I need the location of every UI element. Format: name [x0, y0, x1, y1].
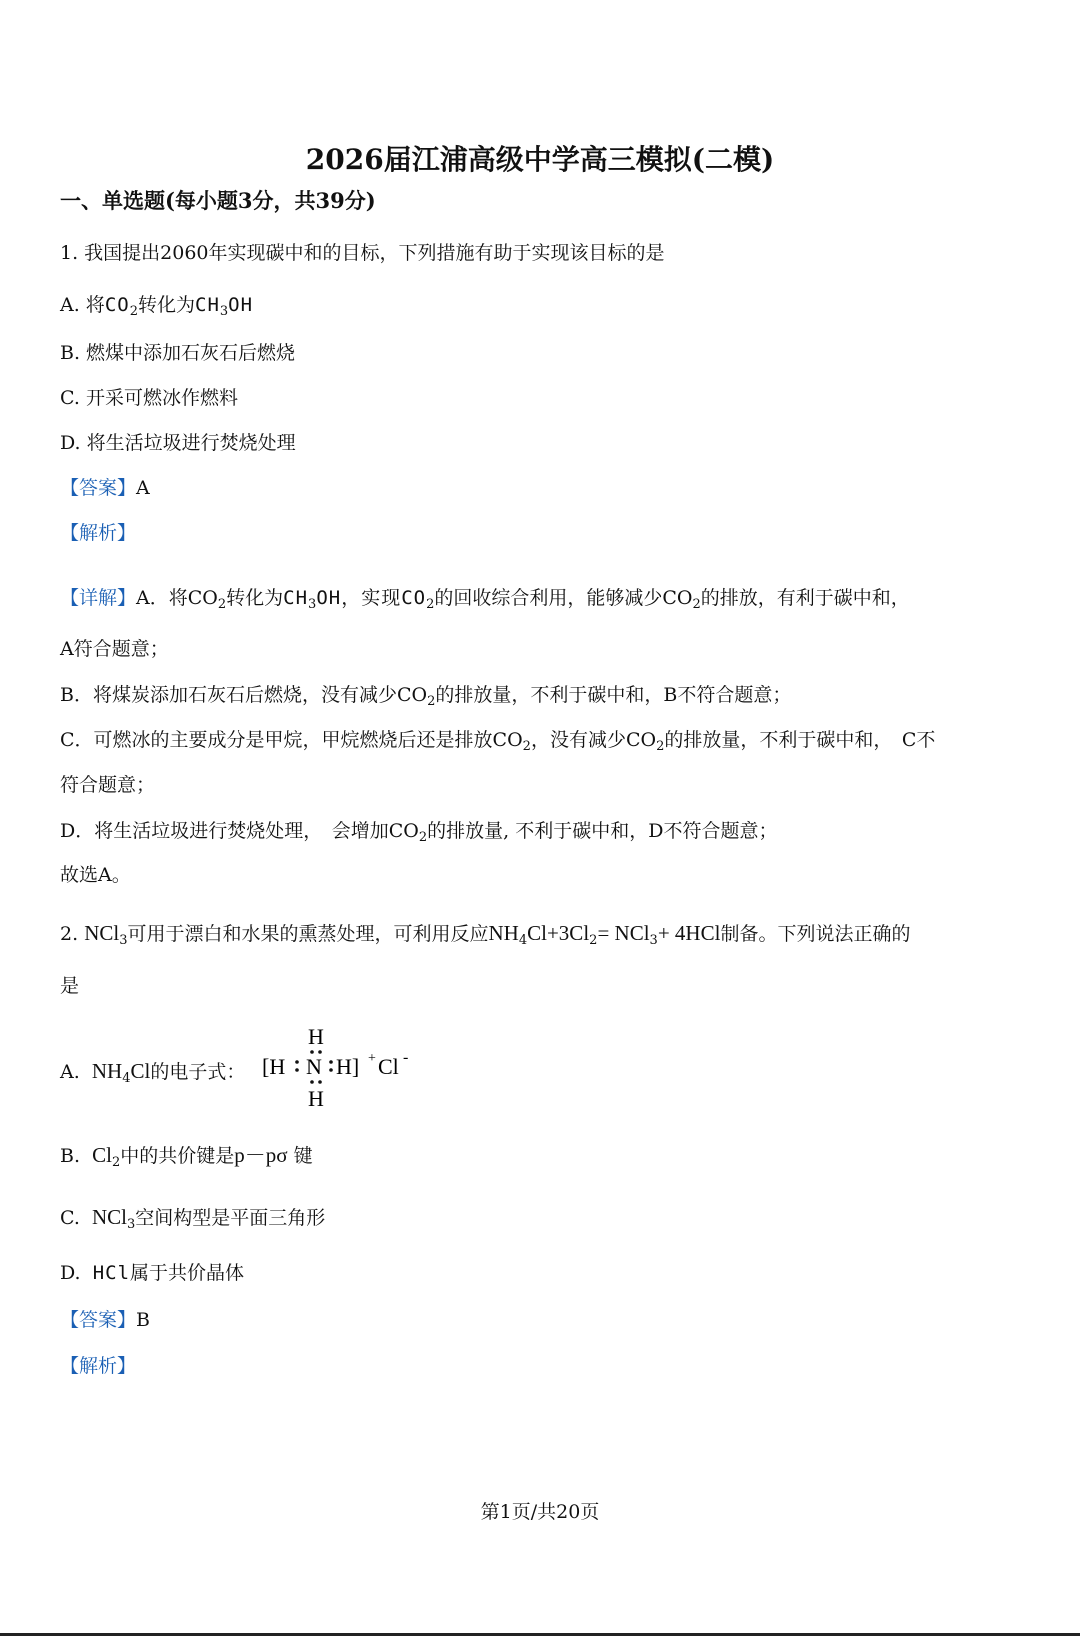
q1-detail-line-7: 故选A。: [60, 864, 131, 886]
ammonium-chloride-lewis-structure: [260, 1024, 430, 1144]
lewis-plus: +: [368, 1051, 376, 1066]
lewis-h-top: H: [308, 1024, 324, 1049]
lewis-h-bottom: H: [308, 1086, 324, 1111]
q1-detail-line-5: 符合题意；: [60, 774, 156, 796]
lewis-left-bracket: [H: [262, 1054, 286, 1079]
q1-stem: 1. 我国提出2060年实现碳中和的目标，下列措施有助于实现该目标的是: [60, 242, 665, 264]
bottom-edge-line: [0, 1633, 1080, 1636]
q1-detail-line-2: A符合题意；: [60, 638, 169, 660]
lewis-right-bracket: H]: [336, 1054, 360, 1079]
q1-analysis-label: 【解析】: [60, 522, 137, 544]
page-title: 2026届江浦高级中学高三模拟(二模): [305, 143, 775, 176]
q1-detail-line-4: C．可燃冰的主要成分是甲烷，甲烷燃烧后还是排放$CO_2$，没有减少$CO_2$的排放量，不利于碳中和， C不: [60, 729, 936, 754]
q1-detail-line-3: B．将煤炭添加石灰石后燃烧，没有减少$CO_2$的排放量，不利于碳中和，B不符合题意；: [60, 684, 792, 709]
q2-option-a: A. $NH_4Cl$的电子式：: [60, 1059, 246, 1086]
lewis-n: N: [306, 1054, 322, 1079]
lewis-minus: -: [403, 1049, 409, 1066]
q1-detail-line-1: 【详解】A．将$CO_2$转化为$CH_3OH$，实现$CO_2$的回收综合利用，能够减少$CO_2$的排放，有利于碳中和，: [60, 587, 910, 612]
q1-option-d: D. 将生活垃圾进行焚烧处理: [60, 432, 296, 454]
q1-option-a: A. 将$CO_2$转化为$CH_3OH$: [60, 294, 254, 319]
section-heading: 一、单选题(每小题3分，共39分): [60, 188, 376, 213]
q1-option-c: C. 开采可燃冰作燃料: [60, 387, 238, 409]
q1-answer: 【答案】A: [60, 477, 150, 499]
q2-option-d: D. HCl属于共价晶体: [60, 1262, 245, 1284]
q1-option-b: B. 燃煤中添加石灰石后燃烧: [60, 342, 296, 364]
q2-option-c: C. NCl$_3$空间构型是平面三角形: [60, 1205, 326, 1232]
q2-answer: 【答案】B: [60, 1309, 150, 1331]
page-footer: 第1页/共20页: [480, 1501, 600, 1523]
q2-option-b: B. $Cl_2$中的共价键是p－pσ 键: [60, 1143, 313, 1170]
q2-stem-cont: 是: [60, 975, 80, 997]
q1-detail-line-6: D．将生活垃圾进行焚烧处理， 会增加$CO_2$的排放量, 不利于碳中和，D不符合题意；: [60, 820, 778, 845]
q2-analysis-label: 【解析】: [60, 1355, 137, 1377]
lewis-cl: Cl: [378, 1054, 399, 1079]
q2-stem: 2. NCl$_3$可用于漂白和水果的熏蒸处理，可利用反应$NH_4Cl+3Cl_2= NCl_3+ 4HCl$制备。下列说法正确的: [60, 921, 911, 948]
